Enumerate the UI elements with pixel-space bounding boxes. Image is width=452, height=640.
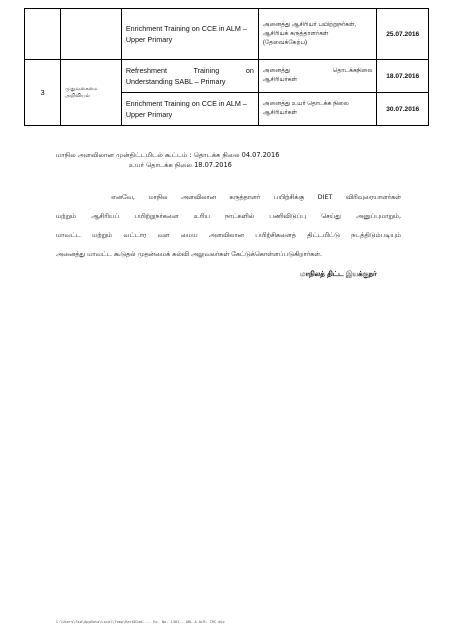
paragraph-line: மற்றும் ஆசிரியப் பயிற்றுநர்களை உரிய நாட்களில் பணிவிடுப்பு செய்து அனுப்புமாறும், (56, 212, 401, 220)
programme-cell (121, 60, 258, 93)
date-cell: 25.07.2016 (377, 9, 429, 60)
participants-cell: அனைத்து உயர் தொடக்க நிலை ஆசிரியர்கள் (258, 93, 377, 126)
table-row (25, 9, 429, 60)
paragraph-line: அனைத்து மாவட்ட கூடுதல் முதன்மைக் கல்வி அலுவலர்கள் கேட்டுக்கொள்ளப்படுகிறார்கள். (56, 250, 323, 258)
serial-number-cell (25, 9, 61, 60)
subject-cell (61, 9, 122, 60)
signatory-title: மாநிலத் திட்ட இயக்குநர் (300, 270, 377, 278)
serial-number-cell: 3 (25, 60, 61, 126)
meeting-schedule (56, 150, 279, 170)
programme-cell: Enrichment Training on CCE in ALM – Upper Primary (121, 93, 258, 126)
date-cell: 30.07.2016 (377, 93, 429, 126)
file-path-footer: C:\Users\Ssa\AppData\Local\Temp\Rar$DIa0.... Rc. No. 1381 - ABL & ALM- CRC.doc (56, 620, 225, 624)
participants-cell (258, 60, 377, 93)
paragraph-line: எனவே, மாநில அளவிலான கருத்தாளர் பயிற்சிக்கு DIET விரிவுரையாளர்கள் (111, 193, 401, 201)
training-schedule-table (24, 8, 429, 126)
subject-cell: முதுவகைமை அறிவியல் (61, 60, 122, 126)
date-cell: 18.07.2016 (377, 60, 429, 93)
participants-cell: அனைத்து ஆசிரியர் பயிற்றுநர்கள், ஆசிரியக் கருத்தாளர்கள் (தேவைக்கேற்ப) (258, 9, 377, 60)
programme-line: Refreshment Training on (125, 66, 254, 75)
programme-cell: Enrichment Training on CCE in ALM – Upper Primary (121, 9, 258, 60)
paragraph-line: மாவட்ட மற்றும் வட்டார வள மைய அளவிலான பயிற்சிகளைத் திட்டமிட்டு நடத்திடும்படியும் (56, 231, 401, 239)
participants-line: ஆசிரியர்கள் (262, 77, 298, 83)
meeting-line-primary: மாநில அளவிலான முன்திட்டமிடல் கூட்டம் : தொடக்க நிலை 04.07.2016 (56, 151, 280, 159)
programme-line: Understanding SABL – Primary (125, 77, 226, 86)
table-row (25, 60, 429, 93)
instruction-paragraph (56, 188, 401, 264)
participants-line: அனைத்து தொடக்கநிலை (262, 68, 373, 74)
meeting-line-upper-primary: உயர் தொடக்க நிலை 18.07.2016 (129, 161, 232, 169)
